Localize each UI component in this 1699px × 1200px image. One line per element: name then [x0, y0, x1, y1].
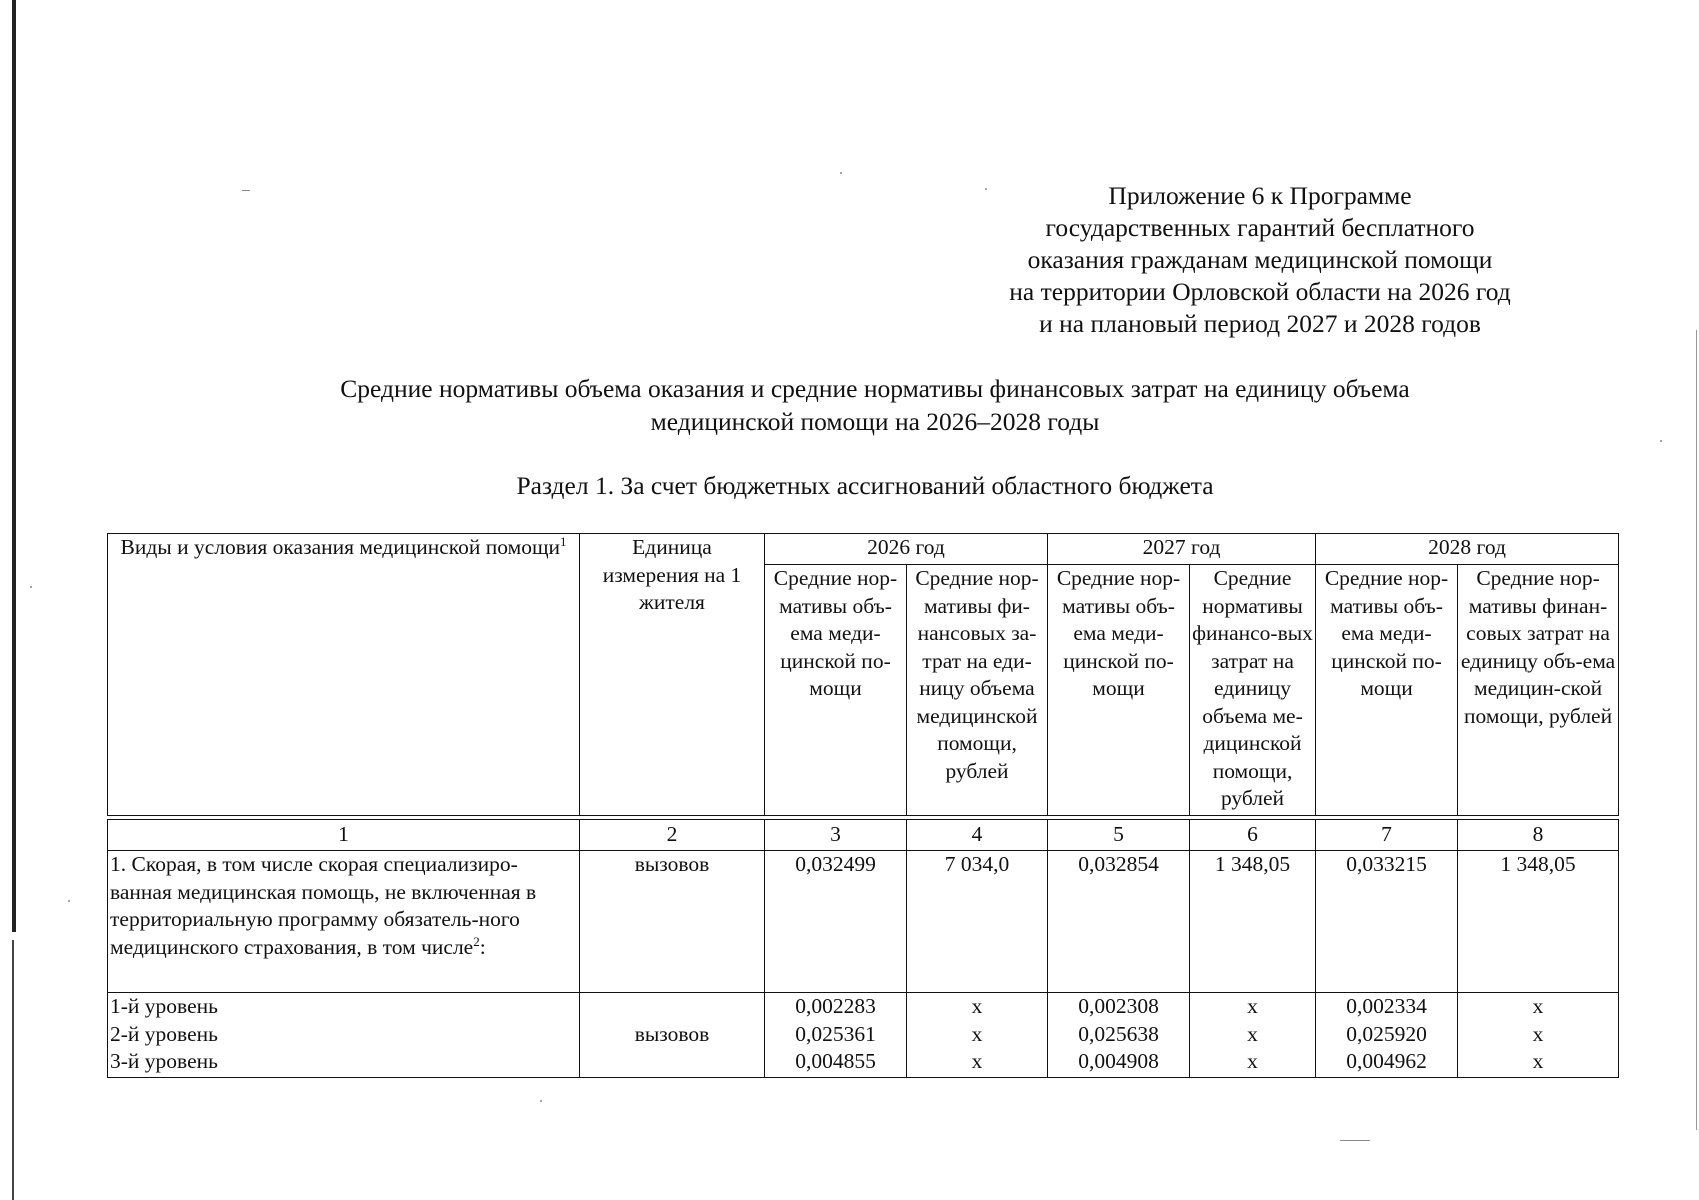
appendix-heading: [950, 180, 1570, 340]
cell-value: х: [971, 1049, 983, 1073]
page-left-edge: [12, 0, 16, 932]
scan-speck: [1660, 440, 1662, 442]
page-right-edge: [1696, 330, 1697, 1130]
table-row: [108, 993, 1619, 1078]
cell-value: 0,032854: [1048, 851, 1190, 993]
scan-speck: [242, 190, 250, 191]
cell-value: 0,004908: [1078, 1049, 1159, 1073]
table-column-numbers: [107, 819, 1619, 851]
header-cost-2028: Средние нор-мативы финан-совых затрат на единицу объ-ема медицин-ской помощи, рублей: [1458, 565, 1619, 816]
level-c7: [1316, 993, 1458, 1078]
cell-value: 0,004962: [1346, 1049, 1427, 1073]
section-title: Раздел 1. За счет бюджетных ассигнований областного бюджета: [516, 471, 1214, 500]
level-unit: [580, 993, 765, 1078]
table-body: [107, 850, 1619, 1078]
cell-value: 7 034,0: [907, 851, 1048, 993]
header-volume-2026: Средние нор-мативы объ-ема меди-цинской по-мощи: [765, 565, 907, 816]
header-year-2026: 2026 год: [765, 534, 1048, 565]
level-c8: [1458, 993, 1619, 1078]
cell-value: 0,002308: [1078, 994, 1159, 1018]
table-row: [108, 851, 1619, 993]
cell-value: 0,002283: [795, 994, 876, 1018]
cell-value: х: [1532, 1021, 1544, 1046]
column-number: 8: [1458, 820, 1619, 851]
column-number: 6: [1190, 820, 1316, 851]
scan-speck: [540, 1100, 542, 1102]
level-names: [108, 993, 580, 1078]
header-cost-2027: Средние нормативы финансо-вых затрат на единицу объема ме-дицинской помощи, рублей: [1190, 565, 1316, 816]
level-c6: [1190, 993, 1316, 1078]
cell-value: х: [1247, 1049, 1258, 1073]
title-line: Средние нормативы объема оказания и средние нормативы финансовых затрат на единицу объема: [340, 374, 1410, 403]
table-header: [107, 533, 1619, 816]
header-volume-2027: Средние нор-мативы объ-ема меди-цинской по-мощи: [1048, 565, 1190, 816]
column-number: 1: [108, 820, 580, 851]
cell-value: 1 348,05: [1190, 851, 1316, 993]
row-unit: вызовов: [580, 851, 765, 993]
appendix-line: и на плановый период 2027 и 2028 годов: [1039, 309, 1481, 338]
level-name: 3-й уровень: [110, 1049, 218, 1073]
row-care-type: 1. Скорая, в том числе скорая специализиро-ванная медицинская помощь, не включенная в территориальную программу обязатель-ного медицинского страхования, в том числе$^2$:: [108, 851, 580, 993]
appendix-line: государственных гарантий бесплатного: [1045, 213, 1475, 242]
cell-value: 0,033215: [1316, 851, 1458, 993]
level-c5: [1048, 993, 1190, 1078]
document-title: [210, 372, 1540, 438]
scan-speck: [68, 900, 70, 902]
cell-value: х: [971, 994, 983, 1018]
level-c3: [765, 993, 907, 1078]
cell-value: 0,032499: [765, 851, 907, 993]
scan-speck: [840, 172, 842, 174]
level-name: 2-й уровень: [110, 1021, 218, 1046]
cell-value: х: [1247, 994, 1258, 1018]
appendix-line: Приложение 6 к Программе: [1108, 181, 1412, 210]
cell-value: 1 348,05: [1458, 851, 1619, 993]
footnote-mark: 2: [473, 933, 480, 949]
header-year-2028: 2028 год: [1316, 534, 1619, 565]
header-unit: Единица измерения на 1 жителя: [580, 534, 765, 816]
column-number: 4: [907, 820, 1048, 851]
level-name: 1-й уровень: [110, 994, 218, 1018]
header-cost-2026: Средние нор-мативы фи-нансовых за-трат на еди-ницу объема медицинской помощи, рублей: [907, 565, 1048, 816]
header-volume-2028: Средние нор-мативы объ-ема меди-цинской по-мощи: [1316, 565, 1458, 816]
header-year-2027: 2027 год: [1048, 534, 1316, 565]
cell-value: х: [1532, 994, 1544, 1018]
appendix-line: оказания гражданам медицинской помощи: [1027, 245, 1493, 274]
cell-value: 0,002334: [1346, 994, 1427, 1018]
page-left-edge: [12, 940, 14, 1200]
cell-value: х: [1247, 1021, 1258, 1046]
footnote-mark: 1: [560, 533, 567, 549]
appendix-line: на территории Орловской области на 2026 год: [1009, 277, 1511, 306]
column-number: 2: [580, 820, 765, 851]
cell-value: 0,025638: [1078, 1021, 1159, 1046]
cell-value: 0,004855: [795, 1049, 876, 1073]
level-c4: [907, 993, 1048, 1078]
level-unit-label: вызовов: [634, 1021, 710, 1046]
column-number: 3: [765, 820, 907, 851]
title-line: медицинской помощи на 2026–2028 годы: [650, 407, 1100, 436]
scan-speck: [30, 586, 32, 588]
column-number: 7: [1316, 820, 1458, 851]
cell-value: х: [1532, 1049, 1544, 1073]
cell-value: х: [971, 1021, 983, 1046]
cell-value: 0,025361: [795, 1021, 876, 1046]
cell-value: 0,025920: [1346, 1021, 1427, 1046]
column-number: 5: [1048, 820, 1190, 851]
scan-speck: [1340, 1140, 1370, 1141]
header-care-type: Виды и условия оказания медицинской помощи$^1$: [108, 534, 580, 816]
